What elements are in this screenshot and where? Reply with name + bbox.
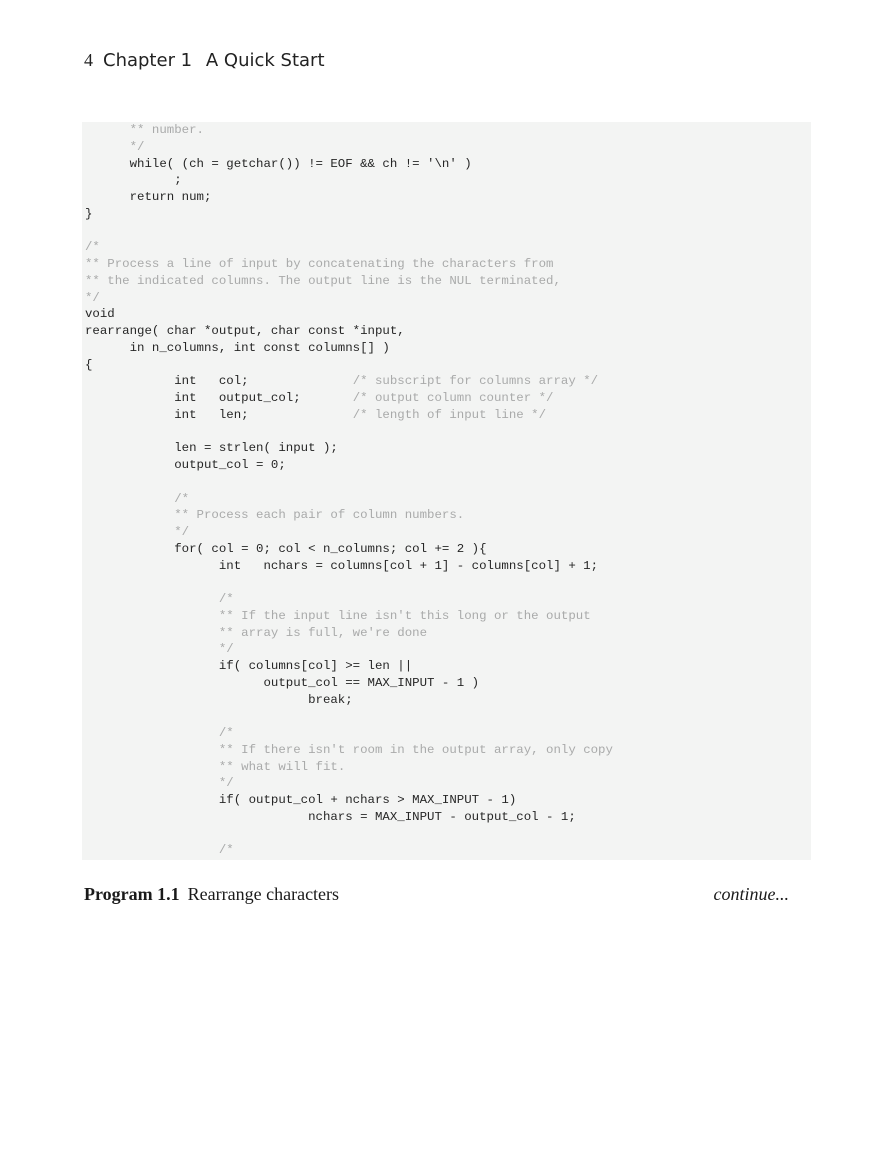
code-text: [85, 525, 174, 539]
code-line: [85, 759, 613, 776]
code-line: [85, 390, 613, 407]
code-line: [85, 239, 613, 256]
code-text: while( (ch = getchar()) != EOF && ch != '\n' ): [85, 156, 472, 171]
code-text: for( col = 0; col < n_columns; col += 2 ){: [85, 541, 487, 556]
code-comment: ** the indicated columns. The output line is the NUL terminated,: [85, 273, 561, 288]
code-line: [85, 206, 613, 223]
code-line: [85, 792, 613, 809]
program-caption: [84, 884, 789, 905]
code-line: [85, 223, 613, 240]
code-line: [85, 172, 613, 189]
code-line: [85, 541, 613, 558]
code-text: [85, 592, 219, 606]
code-text: if( output_col + nchars > MAX_INPUT - 1): [85, 793, 517, 807]
code-listing-box: [82, 122, 811, 860]
code-text: }: [85, 206, 93, 221]
code-line: [85, 574, 613, 591]
code-line: [85, 507, 613, 524]
code-line: [85, 440, 613, 457]
code-comment: /*: [174, 491, 190, 506]
code-comment: ** what will fit.: [218, 759, 346, 774]
code-text: [85, 123, 130, 137]
caption-label: Program 1.1: [84, 884, 180, 904]
code-line: [85, 591, 613, 608]
code-text: int col;: [85, 374, 353, 389]
code-text: int len;: [85, 407, 353, 422]
code-comment: /* output column counter */: [352, 391, 554, 405]
code-comment: /*: [218, 592, 234, 606]
code-line: [85, 742, 613, 759]
code-comment: */: [129, 139, 145, 154]
code-line: [85, 625, 613, 642]
code-comment: /*: [85, 240, 100, 255]
page-number: 4: [84, 50, 93, 70]
code-line: [85, 641, 613, 658]
code-text: [85, 776, 219, 790]
code-text: break;: [85, 692, 353, 707]
code-line: [85, 491, 613, 508]
code-text: nchars = MAX_INPUT - output_col - 1;: [85, 809, 576, 824]
code-comment: ** If there isn't room in the output array, only copy: [218, 742, 613, 757]
running-head: [84, 50, 325, 71]
code-text: [85, 642, 219, 656]
code-line: [85, 675, 613, 692]
code-text: [85, 760, 219, 774]
code-text: [85, 508, 174, 522]
code-text: int nchars = columns[col + 1] - columns[col] + 1;: [85, 558, 599, 573]
code-comment: */: [218, 642, 234, 657]
code-listing: [85, 122, 613, 859]
code-comment: */: [85, 290, 100, 305]
code-comment: ** array is full, we're done: [218, 625, 428, 640]
code-comment: /* subscript for columns array */: [352, 374, 599, 389]
code-text: int output_col;: [85, 391, 353, 405]
code-text: return num;: [85, 190, 212, 204]
code-comment: /*: [218, 726, 234, 740]
code-line: [85, 558, 613, 575]
code-comment: /* length of input line */: [352, 407, 547, 422]
caption-title: Rearrange characters: [187, 884, 340, 904]
code-text: [85, 492, 174, 506]
code-line: [85, 725, 613, 742]
code-text: if( columns[col] >= len ||: [85, 659, 413, 673]
code-line: [85, 256, 613, 273]
code-comment: ** number.: [129, 123, 204, 137]
code-line: [85, 323, 613, 340]
code-line: [85, 290, 613, 307]
code-line: [85, 156, 613, 173]
code-text: rearrange( char *output, char const *input,: [85, 324, 405, 338]
code-line: [85, 608, 613, 625]
code-text: [85, 609, 219, 623]
code-line: [85, 457, 613, 474]
chapter-label: Chapter 1: [103, 50, 193, 71]
code-line: [85, 340, 613, 357]
code-text: void: [85, 307, 115, 322]
code-comment: */: [218, 776, 234, 791]
code-line: [85, 122, 613, 139]
code-line: [85, 407, 613, 424]
code-line: [85, 424, 613, 441]
code-line: [85, 809, 613, 826]
code-line: [85, 842, 613, 859]
code-comment: ** Process each pair of column numbers.: [174, 508, 465, 523]
code-text: ;: [85, 173, 182, 188]
code-line: [85, 373, 613, 390]
code-text: [85, 626, 219, 640]
code-text: output_col = 0;: [85, 458, 286, 472]
code-comment: */: [174, 525, 190, 539]
code-text: [85, 140, 130, 154]
code-line: [85, 306, 613, 323]
code-comment: /*: [218, 843, 234, 858]
code-line: [85, 826, 613, 843]
code-line: [85, 658, 613, 675]
code-comment: ** If the input line isn't this long or the output: [218, 608, 591, 623]
code-line: [85, 692, 613, 709]
code-text: output_col == MAX_INPUT - 1 ): [85, 675, 480, 690]
code-text: [85, 726, 219, 740]
code-comment: ** Process a line of input by concatenating the characters from: [85, 257, 554, 271]
code-text: [85, 743, 219, 757]
code-line: [85, 775, 613, 792]
caption-continuation: continue...: [713, 884, 789, 904]
chapter-title: A Quick Start: [205, 50, 325, 71]
code-line: [85, 357, 613, 374]
code-text: in n_columns, int const columns[] ): [85, 340, 390, 355]
code-line: [85, 524, 613, 541]
code-line: [85, 273, 613, 290]
code-line: [85, 139, 613, 156]
code-line: [85, 474, 613, 491]
code-line: [85, 708, 613, 725]
code-text: [85, 843, 219, 857]
code-text: len = strlen( input );: [85, 441, 338, 456]
code-text: {: [85, 357, 93, 372]
code-line: [85, 189, 613, 206]
